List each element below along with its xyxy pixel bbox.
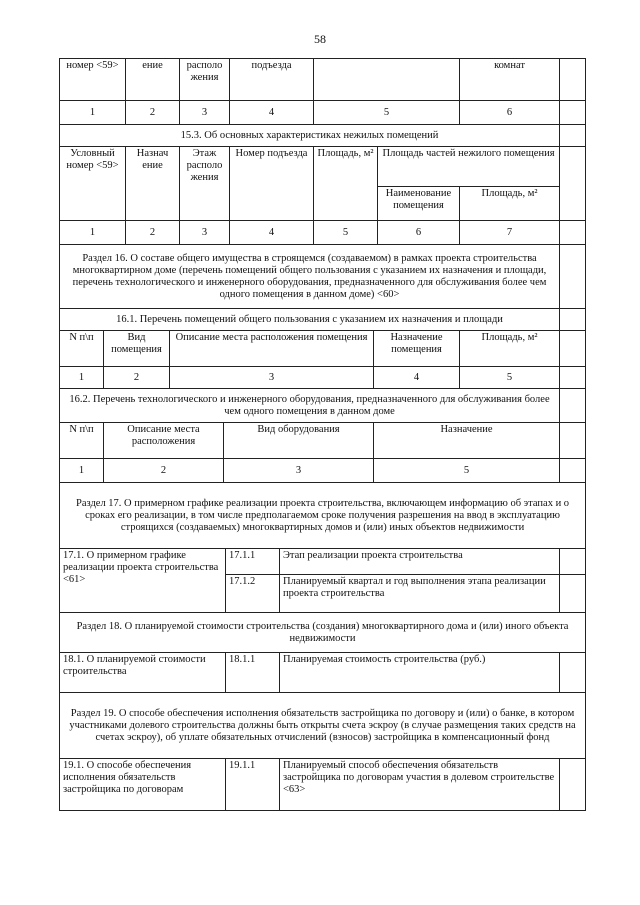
field-label: Планируемый способ обеспечения обязательств застройщика по договорам участия в долевом строительстве <63> <box>280 759 560 811</box>
margin-cell <box>560 125 586 147</box>
top-header-cell: номер <59> <box>60 59 126 101</box>
input-cell[interactable] <box>560 759 586 811</box>
column-number: 5 <box>374 459 560 483</box>
column-number: 4 <box>230 101 314 125</box>
column-number: 6 <box>378 221 460 245</box>
header-room-area: Площадь, м² <box>460 187 560 221</box>
column-number: 5 <box>314 101 460 125</box>
section-16-title: Раздел 16. О составе общего имущества в строящемся (создаваемом) в рамках проекта строительства многоквартирном доме (перечень помещений общего пользования с указанием их назначения и площади, перечень технологического и инженерного оборудования, предназначенного для обслуживания более чем одного помещения в данном доме) <60> <box>60 245 560 309</box>
column-number: 1 <box>60 367 104 389</box>
header-parts-area: Площадь частей нежилого помещения <box>378 147 560 187</box>
header-equipment-type: Вид оборудования <box>224 423 374 459</box>
section-18-1-label: 18.1. О планируемой стоимости строительства <box>60 653 226 693</box>
section-19-title: Раздел 19. О способе обеспечения исполнения обязательств застройщика по договору и (или) о банке, в котором участниками долевого строительства должны быть открыты счета эскроу (в случае размещения таких средств на счетах эскроу), об уплате обязательных отчислений (взносов) застройщика в компенсационный фонд <box>60 693 586 759</box>
header-location: Описание места расположения <box>104 423 224 459</box>
section-19-1-label: 19.1. О способе обеспечения исполнения обязательств застройщика по договорам <box>60 759 226 811</box>
section-15-3-title: 15.3. Об основных характеристиках нежилых помещений <box>60 125 560 147</box>
column-number: 2 <box>126 101 180 125</box>
margin-cell <box>560 423 586 459</box>
top-header-cell: ение <box>126 59 180 101</box>
column-number: 1 <box>60 101 126 125</box>
column-number: 5 <box>460 367 560 389</box>
column-number: 7 <box>460 221 560 245</box>
field-code: 17.1.1 <box>226 549 280 575</box>
input-cell[interactable] <box>560 575 586 613</box>
section-16-1-title: 16.1. Перечень помещений общего пользования с указанием их назначения и площади <box>60 309 560 331</box>
field-label: Планируемый квартал и год выполнения этапа реализации проекта строительства <box>280 575 560 613</box>
header-entrance-number: Номер подъезда <box>230 147 314 221</box>
margin-cell <box>560 309 586 331</box>
section-16-2-table <box>59 388 586 483</box>
header-floor: Этаж располо жения <box>180 147 230 221</box>
header-row-number: N п\п <box>60 423 104 459</box>
top-header-cell: комнат <box>460 59 560 101</box>
top-header-cell: подъезда <box>230 59 314 101</box>
margin-cell <box>560 331 586 367</box>
top-continuation-table <box>59 58 586 125</box>
field-label: Планируемая стоимость строительства (руб.) <box>280 653 560 693</box>
header-equipment-purpose: Назначение <box>374 423 560 459</box>
page-number: 58 <box>314 32 326 46</box>
field-code: 18.1.1 <box>226 653 280 693</box>
margin-cell <box>560 59 586 101</box>
margin-cell <box>560 245 586 309</box>
column-number: 1 <box>60 221 126 245</box>
header-location-description: Описание места расположения помещения <box>170 331 374 367</box>
section-17-1-label: 17.1. О примерном графике реализации проекта строительства <61> <box>60 549 226 613</box>
section-16-table <box>59 244 586 389</box>
document-form <box>59 58 585 811</box>
column-number: 2 <box>104 367 170 389</box>
nonresidential-table <box>59 124 586 245</box>
margin-cell <box>560 367 586 389</box>
column-number: 1 <box>60 459 104 483</box>
header-room-name: Наименование помещения <box>378 187 460 221</box>
field-code: 19.1.1 <box>226 759 280 811</box>
section-18-title: Раздел 18. О планируемой стоимости строительства (создания) многоквартирного дома и (или) иного объекта недвижимости <box>60 613 586 653</box>
margin-cell <box>560 389 586 423</box>
margin-cell <box>560 147 586 221</box>
column-number: 3 <box>170 367 374 389</box>
input-cell[interactable] <box>560 549 586 575</box>
column-number: 5 <box>314 221 378 245</box>
field-label: Этап реализации проекта строительства <box>280 549 560 575</box>
column-number: 3 <box>224 459 374 483</box>
header-conditional-number: Условный номер <59> <box>60 147 126 221</box>
section-16-2-title: 16.2. Перечень технологического и инженерного оборудования, предназначенного для обслуживания более чем одного помещения в данном доме <box>60 389 560 423</box>
column-number: 2 <box>104 459 224 483</box>
header-row-number: N п\п <box>60 331 104 367</box>
column-number: 3 <box>180 221 230 245</box>
margin-cell <box>560 101 586 125</box>
header-room-purpose: Назначение помещения <box>374 331 460 367</box>
column-number: 4 <box>374 367 460 389</box>
column-number: 2 <box>126 221 180 245</box>
column-number: 3 <box>180 101 230 125</box>
header-area: Площадь, м² <box>314 147 378 221</box>
header-room-type: Вид помещения <box>104 331 170 367</box>
input-cell[interactable] <box>560 653 586 693</box>
margin-cell <box>560 221 586 245</box>
field-code: 17.1.2 <box>226 575 280 613</box>
top-header-cell: располо жения <box>180 59 230 101</box>
column-number: 4 <box>230 221 314 245</box>
column-number: 6 <box>460 101 560 125</box>
top-header-cell <box>314 59 460 101</box>
margin-cell <box>560 459 586 483</box>
header-purpose: Назнач ение <box>126 147 180 221</box>
sections-17-19-table <box>59 482 586 811</box>
section-17-title: Раздел 17. О примерном графике реализации проекта строительства, включающем информацию об этапах и о сроках его реализации, в том числе предполагаемом сроке получения разрешения на ввод в эксплуатацию строящихся (создаваемых) многоквартирных домов и (или) иных объектов недвижимости <box>60 483 586 549</box>
header-room-area: Площадь, м² <box>460 331 560 367</box>
